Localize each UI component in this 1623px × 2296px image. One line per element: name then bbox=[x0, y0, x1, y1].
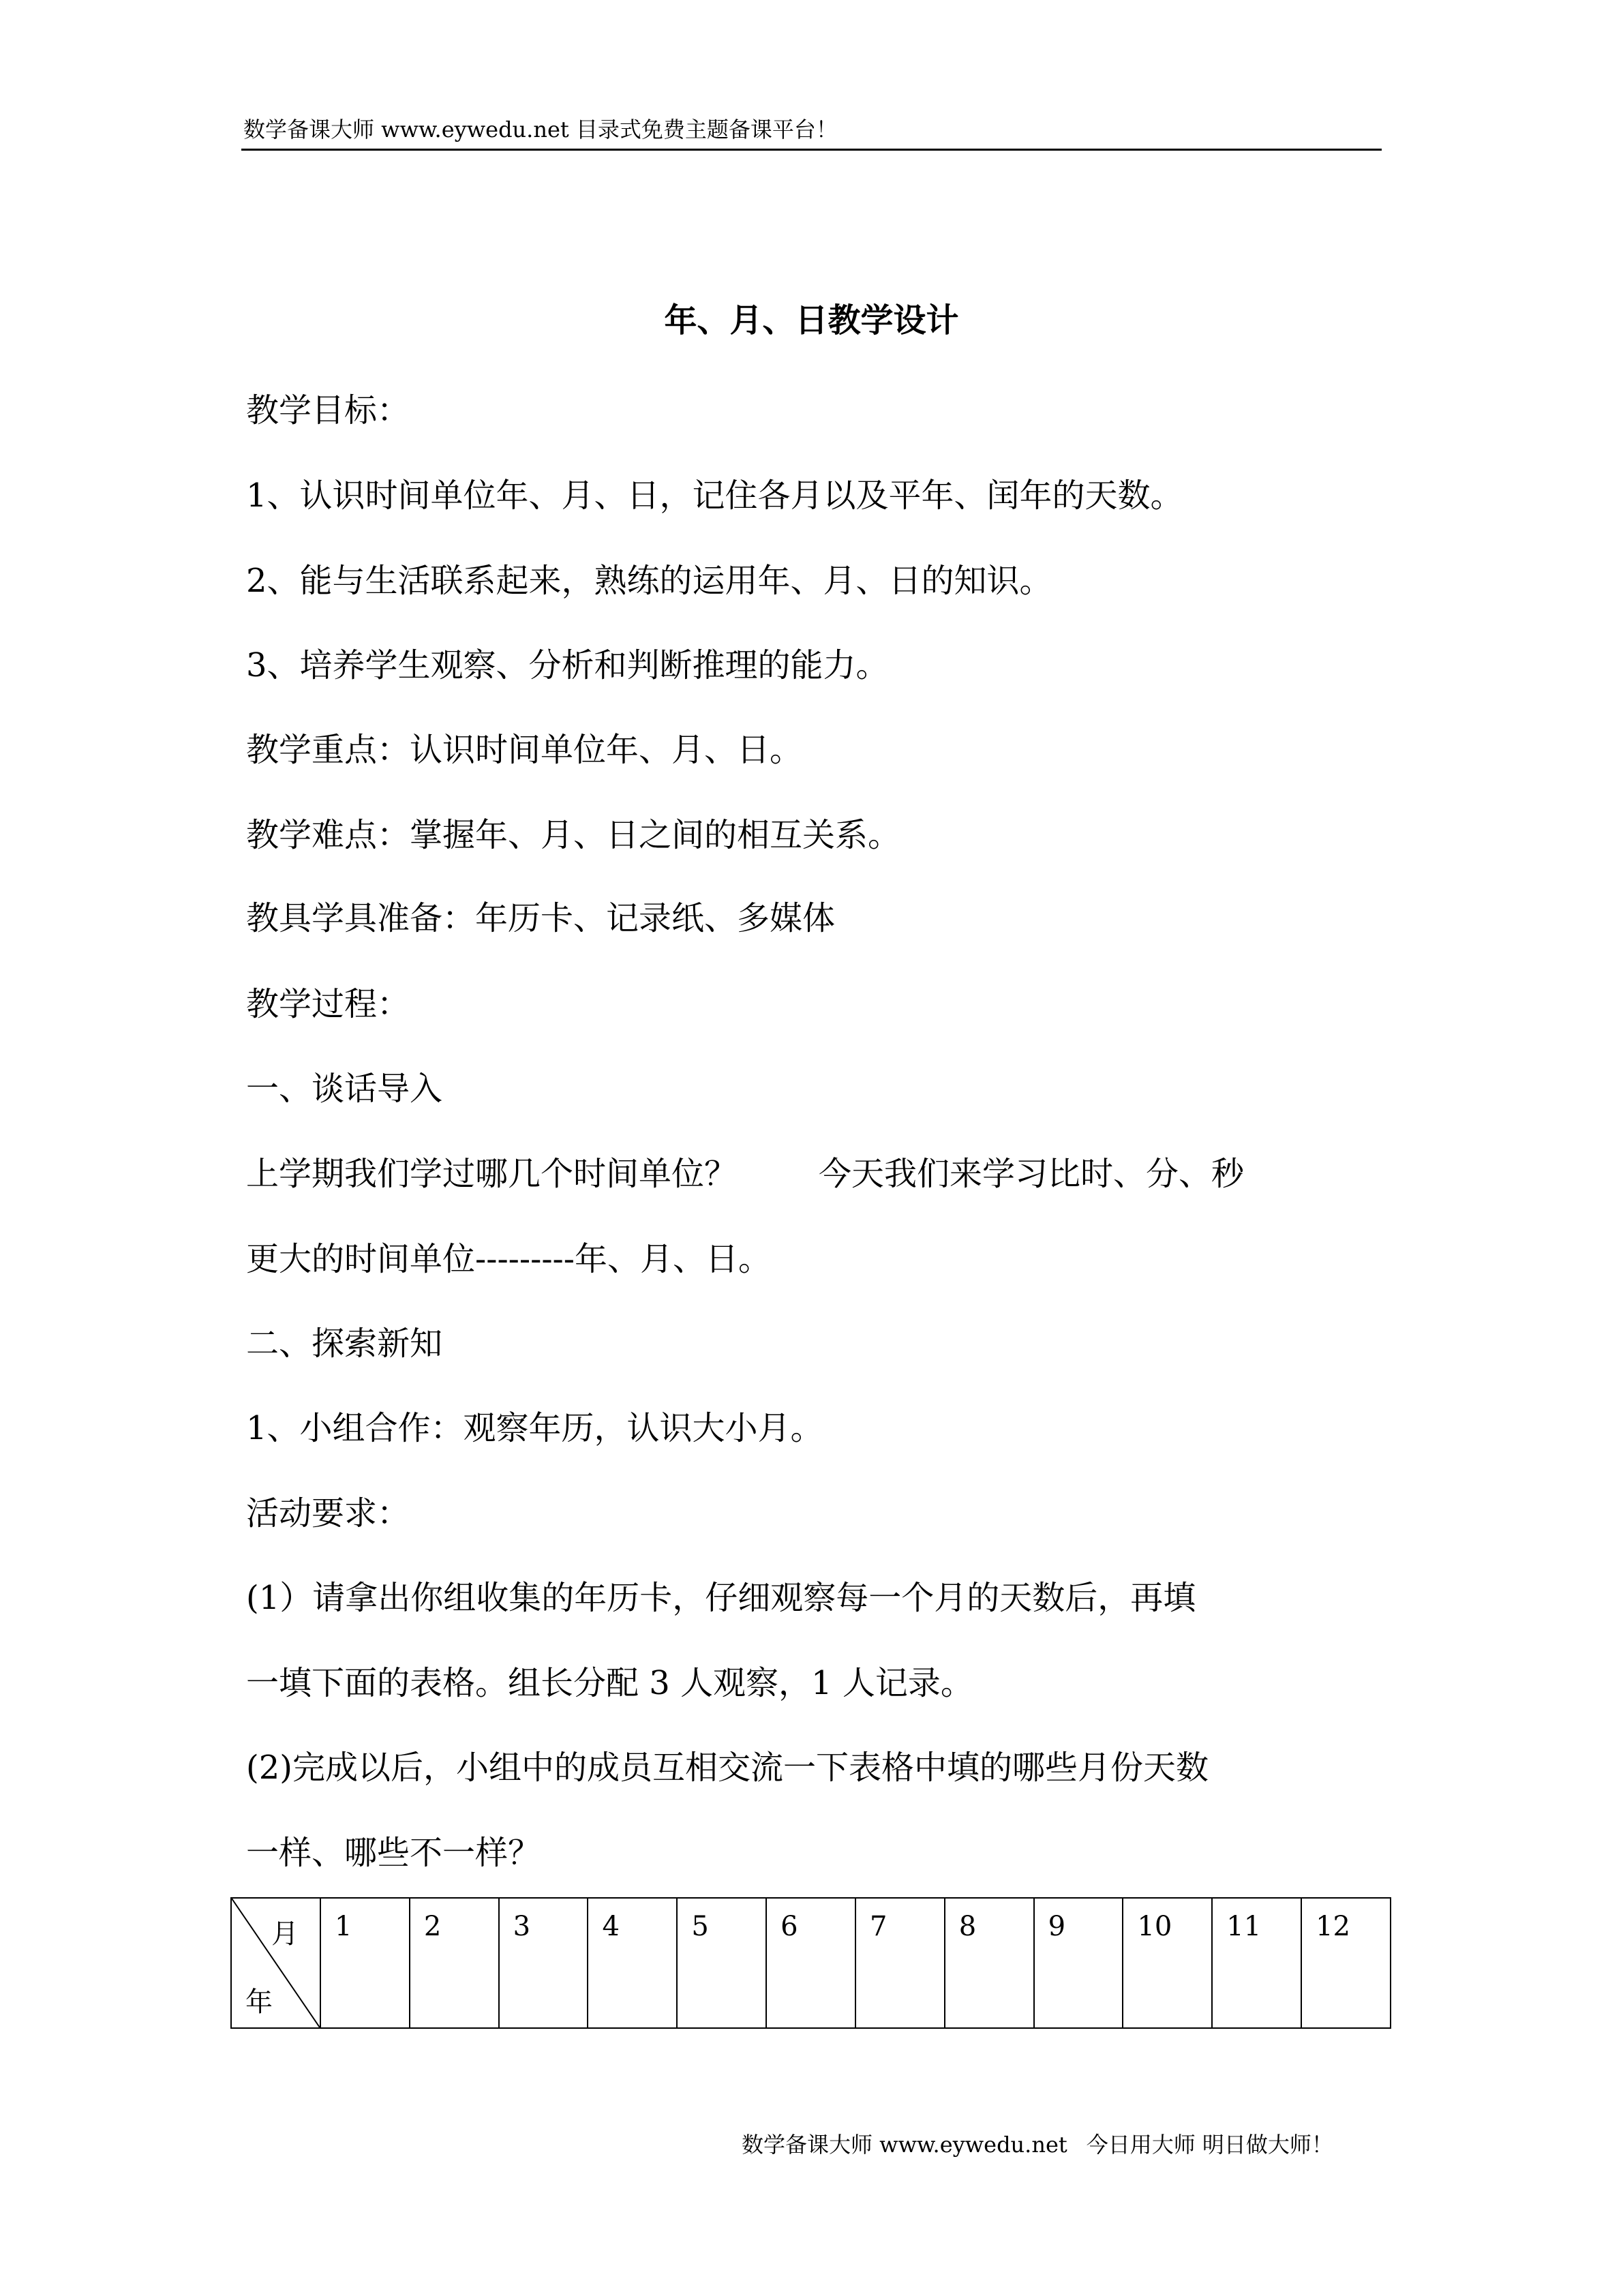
month-cell[interactable]: 2 bbox=[410, 1898, 499, 2028]
document-title: 年、月、日教学设计 bbox=[664, 301, 959, 339]
teaching-focus: 教学重点：认识时间单位年、月、日。 bbox=[246, 731, 803, 769]
footer-site: 数学备课大师 www.eywedu.net bbox=[742, 2132, 1067, 2158]
intro-statement: 今天我们来学习比时、分、秒 bbox=[819, 1155, 1245, 1193]
intro-line-1 bbox=[246, 1153, 1244, 1194]
requirement-1-line-1: (1）请拿出你组收集的年历卡，仔细观察每一个月的天数后，再填 bbox=[246, 1579, 1196, 1617]
month-cell[interactable]: 7 bbox=[855, 1898, 945, 2028]
month-cell[interactable]: 9 bbox=[1034, 1898, 1123, 2028]
goal-1: 1、认识时间单位年、月、日，记住各月以及平年、闰年的天数。 bbox=[246, 477, 1183, 515]
activity-requirements-heading: 活动要求： bbox=[246, 1494, 410, 1532]
header-diagonal-cell bbox=[231, 1898, 320, 2028]
goal-3: 3、培养学生观察、分析和判断推理的能力。 bbox=[246, 646, 889, 684]
requirement-2-line-2: 一样、哪些不一样？ bbox=[246, 1834, 541, 1872]
section-1-heading: 一、谈话导入 bbox=[246, 1070, 443, 1108]
month-cell[interactable]: 10 bbox=[1123, 1898, 1212, 2028]
requirement-1-line-2: 一填下面的表格。组长分配 3 人观察，1 人记录。 bbox=[246, 1664, 973, 1702]
month-cell[interactable]: 6 bbox=[766, 1898, 855, 2028]
month-cell[interactable]: 5 bbox=[677, 1898, 766, 2028]
year-axis-label: 年 bbox=[245, 1987, 273, 2018]
page-footer bbox=[742, 2131, 1333, 2158]
footer-slogan: 今日用大师 明日做大师！ bbox=[1086, 2132, 1333, 2158]
month-days-table bbox=[230, 1897, 1391, 2029]
section-2-heading: 二、探索新知 bbox=[246, 1325, 443, 1363]
requirement-2-line-1: (2)完成以后，小组中的成员互相交流一下表格中填的哪些月份天数 bbox=[246, 1749, 1209, 1787]
header-rule bbox=[241, 149, 1382, 151]
month-cell[interactable]: 3 bbox=[499, 1898, 588, 2028]
teaching-process-heading: 教学过程： bbox=[246, 985, 410, 1023]
table-row bbox=[231, 1898, 1391, 2028]
teaching-materials: 教具学具准备：年历卡、记录纸、多媒体 bbox=[246, 899, 836, 937]
group-activity: 1、小组合作：观察年历，认识大小月。 bbox=[246, 1409, 823, 1447]
intro-line-2: 更大的时间单位---------年、月、日。 bbox=[246, 1240, 771, 1278]
teaching-goals-heading: 教学目标： bbox=[246, 391, 410, 429]
teaching-difficulty: 教学难点：掌握年、月、日之间的相互关系。 bbox=[246, 816, 901, 854]
month-cell[interactable]: 1 bbox=[320, 1898, 410, 2028]
month-cell[interactable]: 4 bbox=[588, 1898, 677, 2028]
intro-question: 上学期我们学过哪几个时间单位？ bbox=[246, 1155, 738, 1193]
month-axis-label: 月 bbox=[271, 1918, 299, 1950]
month-cell[interactable]: 12 bbox=[1301, 1898, 1391, 2028]
month-cell[interactable]: 8 bbox=[945, 1898, 1034, 2028]
goal-2: 2、能与生活联系起来，熟练的运用年、月、日的知识。 bbox=[246, 562, 1052, 600]
page-header: 数学备课大师 www.eywedu.net 目录式免费主题备课平台！ bbox=[243, 117, 838, 142]
month-cell[interactable]: 11 bbox=[1212, 1898, 1301, 2028]
